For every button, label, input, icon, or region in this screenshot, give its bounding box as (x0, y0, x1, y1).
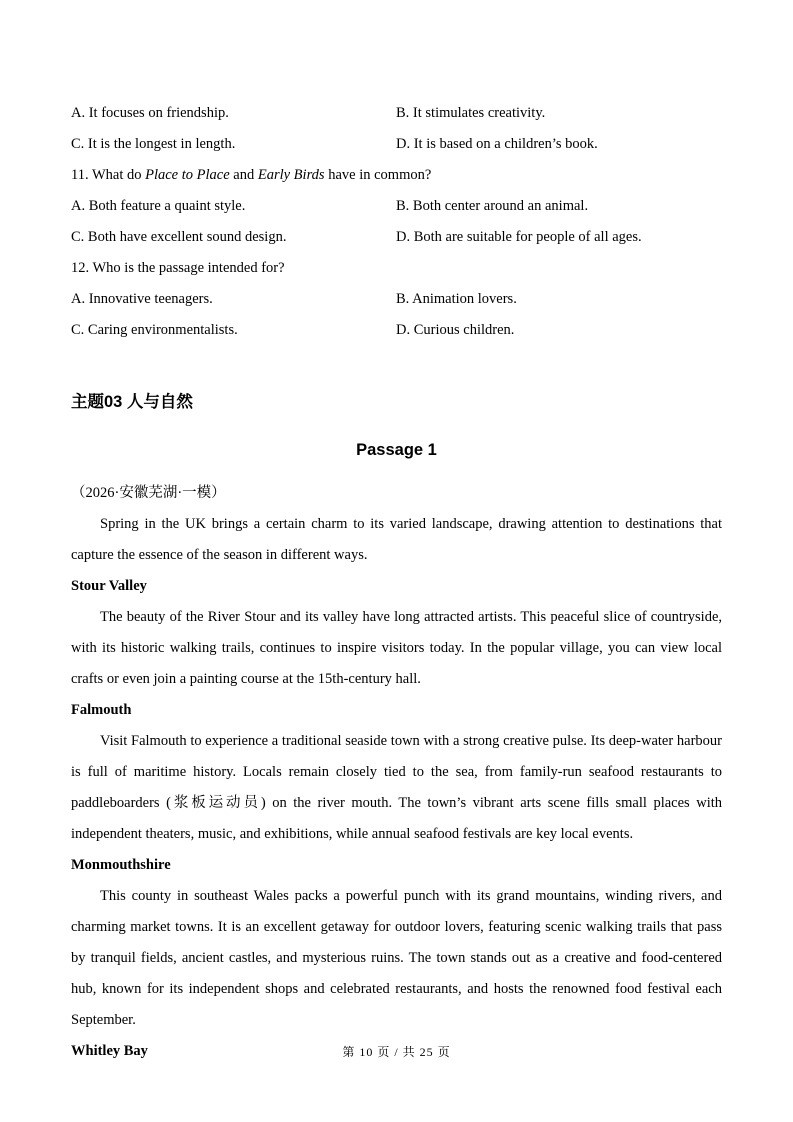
question-11-italic-title-2: Early Birds (257, 167, 325, 183)
option-d: D. Both are suitable for people of all ages. (396, 229, 642, 245)
section-heading-falmouth: Falmouth (71, 702, 132, 718)
passage-intro-paragraph: Spring in the UK brings a certain charm to its varied landscape, drawing attention to destinations that capture the essence of the season in different ways. (71, 516, 722, 563)
option-c: C. Caring environmentalists. (71, 322, 238, 338)
section-heading-stour-valley: Stour Valley (71, 578, 147, 594)
option-row (71, 284, 722, 315)
option-b: B. Animation lovers. (396, 291, 517, 307)
section-paragraph: The beauty of the River Stour and its valley have long attracted artists. This peaceful slice of countryside, with its historic walking trails, continues to inspire visitors today. In the popular village, you can view local crafts or even join a painting course at the 15th-century hall. (71, 609, 722, 687)
question-11-italic-title-1: Place to Place (145, 167, 230, 183)
section-heading-monmouthshire: Monmouthshire (71, 857, 171, 873)
question-12: 12. Who is the passage intended for? (71, 260, 285, 276)
question-11-text: and (229, 167, 258, 183)
option-a: A. It focuses on friendship. (71, 105, 229, 121)
option-a: A. Innovative teenagers. (71, 291, 213, 307)
option-a: A. Both feature a quaint style. (71, 198, 246, 214)
option-d: D. Curious children. (396, 322, 515, 338)
option-row (71, 315, 722, 346)
page-footer: 第 10 页 / 共 25 页 (342, 1045, 451, 1059)
option-b: B. It stimulates creativity. (396, 105, 546, 121)
section-paragraph: This county in southeast Wales packs a powerful punch with its grand mountains, winding rivers, and charming market towns. It is an excellent getaway for outdoor lovers, featuring scenic walking trails that pass by tranquil fields, ancient castles, and mysterious ruins. The town stands out as a creative and food-centered hub, known for its independent shops and celebrated restaurants, and hosts the renowned food festival each September. (71, 888, 722, 1028)
section-paragraph: Visit Falmouth to experience a traditional seaside town with a strong creative pulse. Its deep-water harbour is full of maritime history. Locals remain closely tied to the sea, from family-run seafood restaurants to paddleboarders (浆板运动员) on the river mouth. The town’s vibrant arts scene fills small places with independent theaters, music, and exhibitions, while annual seafood festivals are key local events. (71, 733, 722, 842)
question-11-text: 11. What do (71, 167, 146, 183)
question-11-text: have in common? (324, 167, 432, 183)
theme-heading: 主题03 人与自然 (71, 393, 193, 411)
question-11 (71, 160, 722, 191)
option-row (71, 98, 722, 129)
option-row (71, 191, 722, 222)
section-heading-whitley-bay: Whitley Bay (71, 1043, 148, 1059)
option-b: B. Both center around an animal. (396, 198, 589, 214)
source-line: （2026·安徽芜湖·一模） (71, 485, 226, 501)
option-row (71, 222, 722, 253)
passage-title: Passage 1 (356, 441, 437, 459)
option-row (71, 129, 722, 160)
option-c: C. It is the longest in length. (71, 136, 236, 152)
option-d: D. It is based on a children’s book. (396, 136, 598, 152)
option-c: C. Both have excellent sound design. (71, 229, 287, 245)
